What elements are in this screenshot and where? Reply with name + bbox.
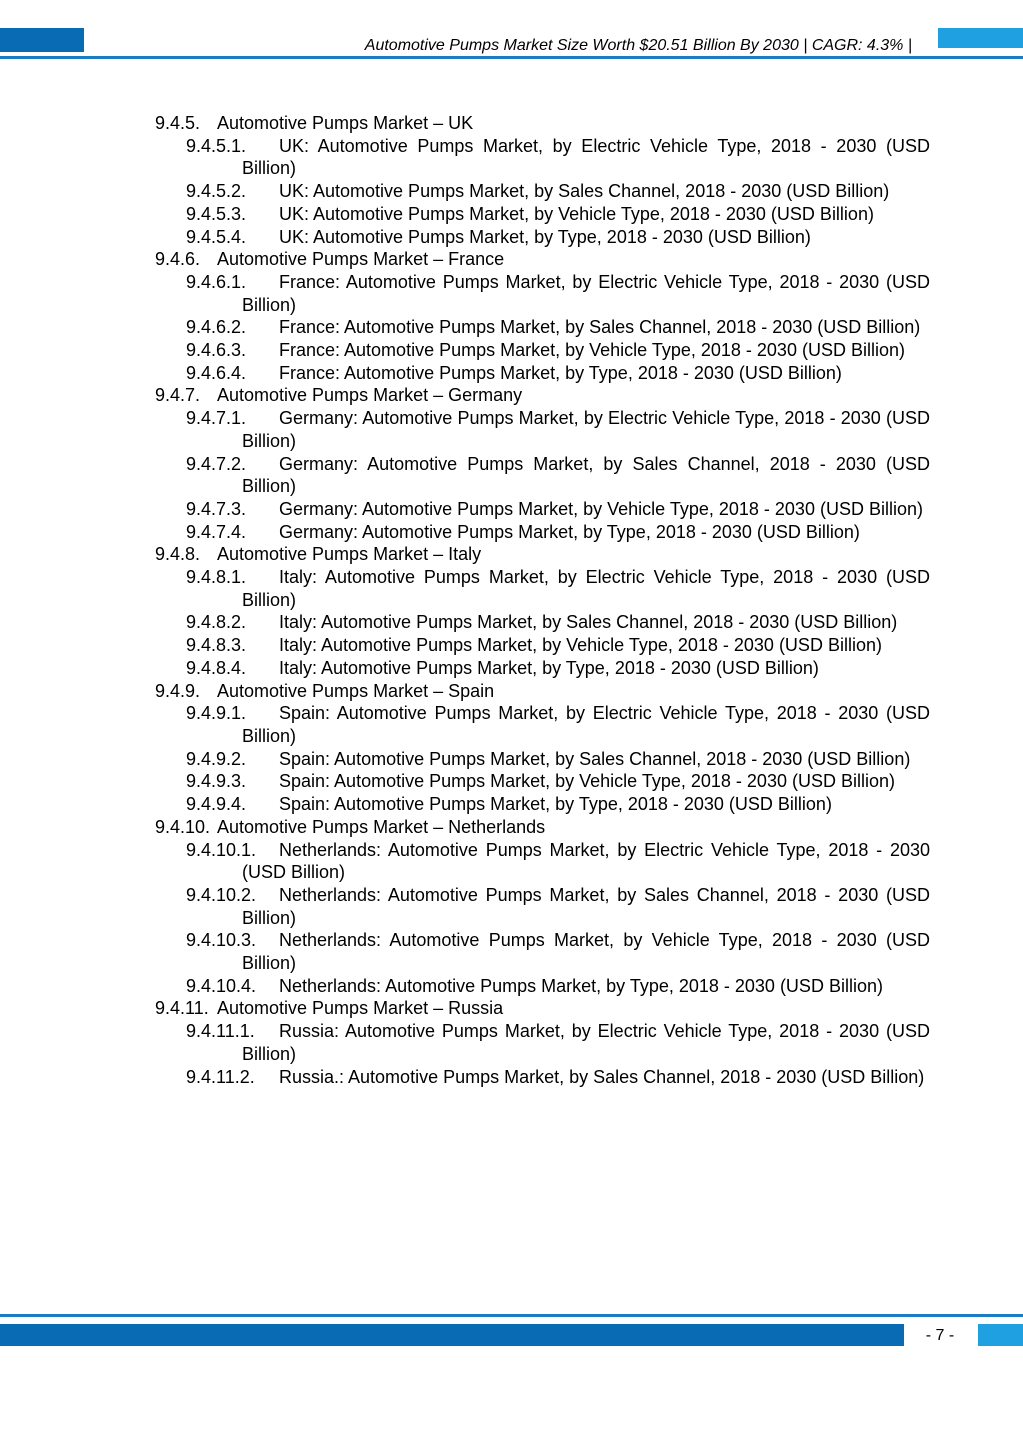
toc-text: UK: Automotive Pumps Market, by Type, 2018 - 2030 (USD Billion) bbox=[279, 226, 811, 247]
toc-number: 9.4.10.4. bbox=[186, 975, 257, 996]
toc-number: 9.4.7.3. bbox=[186, 498, 247, 519]
toc-subsection[interactable] bbox=[186, 339, 930, 362]
toc-text: Spain: Automotive Pumps Market, by Electric Vehicle Type, 2018 - 2030 (USD Billion) bbox=[242, 703, 930, 746]
toc-section[interactable] bbox=[155, 680, 930, 703]
toc-number: 9.4.10.2. bbox=[186, 884, 257, 905]
toc-number: 9.4.10.3. bbox=[186, 930, 257, 951]
toc-number: 9.4.10. bbox=[155, 816, 211, 837]
toc-text: Automotive Pumps Market – Russia bbox=[217, 998, 504, 1019]
toc-text: Automotive Pumps Market – UK bbox=[217, 113, 474, 133]
toc-subsection[interactable] bbox=[186, 634, 930, 657]
toc-subsection[interactable] bbox=[186, 657, 930, 680]
toc-text: Italy: Automotive Pumps Market, by Type, 2018 - 2030 (USD Billion) bbox=[279, 657, 819, 678]
toc-text: Italy: Automotive Pumps Market, by Electric Vehicle Type, 2018 - 2030 (USD Billion) bbox=[242, 567, 930, 610]
footer-accent-right bbox=[978, 1324, 1023, 1346]
toc-subsection[interactable] bbox=[186, 135, 930, 180]
toc-text: Automotive Pumps Market – Germany bbox=[217, 385, 523, 406]
header-accent-right bbox=[938, 28, 1023, 48]
toc-number: 9.4.11. bbox=[155, 998, 209, 1019]
toc-text: Automotive Pumps Market – France bbox=[217, 249, 505, 270]
toc-subsection[interactable] bbox=[186, 748, 930, 771]
toc-subsection[interactable] bbox=[186, 180, 930, 203]
toc-section[interactable] bbox=[155, 248, 930, 271]
toc-section[interactable] bbox=[155, 816, 930, 839]
toc-text: Automotive Pumps Market – Netherlands bbox=[217, 816, 546, 837]
toc-subsection[interactable] bbox=[186, 521, 930, 544]
toc-number: 9.4.5. bbox=[155, 113, 201, 133]
toc-text: UK: Automotive Pumps Market, by Vehicle Type, 2018 - 2030 (USD Billion) bbox=[279, 203, 874, 224]
toc-number: 9.4.5.4. bbox=[186, 226, 247, 247]
toc-number: 9.4.7.4. bbox=[186, 521, 247, 542]
toc-text: UK: Automotive Pumps Market, by Sales Channel, 2018 - 2030 (USD Billion) bbox=[279, 181, 890, 202]
toc-text: Spain: Automotive Pumps Market, by Type, 2018 - 2030 (USD Billion) bbox=[279, 794, 832, 815]
toc-number: 9.4.5.1. bbox=[186, 135, 247, 156]
toc-subsection[interactable] bbox=[186, 362, 930, 385]
toc-text: France: Automotive Pumps Market, by Sales Channel, 2018 - 2030 (USD Billion) bbox=[279, 317, 921, 338]
toc-subsection[interactable] bbox=[186, 929, 930, 974]
table-of-contents bbox=[0, 112, 1023, 1088]
toc-subsection[interactable] bbox=[186, 407, 930, 452]
toc-subsection[interactable] bbox=[186, 975, 930, 998]
toc-number: 9.4.9.2. bbox=[186, 748, 247, 769]
toc-number: 9.4.9.1. bbox=[186, 703, 247, 724]
toc-number: 9.4.6. bbox=[155, 249, 201, 270]
toc-number: 9.4.8.4. bbox=[186, 657, 247, 678]
toc-number: 9.4.9.4. bbox=[186, 794, 247, 815]
toc-number: 9.4.7.1. bbox=[186, 408, 247, 429]
toc-section[interactable] bbox=[155, 997, 930, 1020]
toc-text: Germany: Automotive Pumps Market, by Sales Channel, 2018 - 2030 (USD Billion) bbox=[242, 453, 930, 497]
toc-subsection[interactable] bbox=[186, 498, 930, 521]
toc-number: 9.4.11.1. bbox=[186, 1021, 255, 1042]
toc-subsection[interactable] bbox=[186, 839, 930, 884]
toc-subsection[interactable] bbox=[186, 770, 930, 793]
toc-text: Italy: Automotive Pumps Market, by Vehicle Type, 2018 - 2030 (USD Billion) bbox=[279, 635, 882, 656]
toc-text: Spain: Automotive Pumps Market, by Vehicle Type, 2018 - 2030 (USD Billion) bbox=[279, 771, 895, 792]
toc-number: 9.4.6.4. bbox=[186, 362, 247, 383]
toc-subsection[interactable] bbox=[186, 1020, 930, 1065]
toc-number: 9.4.8.3. bbox=[186, 635, 247, 656]
toc-number: 9.4.9.3. bbox=[186, 771, 247, 792]
header-accent-left bbox=[0, 28, 84, 52]
header-rule bbox=[0, 56, 1023, 59]
toc-subsection[interactable] bbox=[186, 271, 930, 316]
toc-subsection[interactable] bbox=[186, 316, 930, 339]
toc-subsection[interactable] bbox=[186, 453, 930, 498]
toc-number: 9.4.8. bbox=[155, 544, 201, 565]
toc-text: Netherlands: Automotive Pumps Market, by Type, 2018 - 2030 (USD Billion) bbox=[279, 975, 883, 996]
toc-text: Germany: Automotive Pumps Market, by Type, 2018 - 2030 (USD Billion) bbox=[279, 521, 860, 542]
toc-text: Automotive Pumps Market – Italy bbox=[217, 544, 482, 565]
header-title: Automotive Pumps Market Size Worth $20.51 Billion By 2030 | CAGR: 4.3% | bbox=[364, 37, 912, 54]
toc-text: UK: Automotive Pumps Market, by Electric Vehicle Type, 2018 - 2030 (USD Billion) bbox=[242, 135, 930, 179]
toc-number: 9.4.9. bbox=[155, 680, 201, 701]
toc-subsection[interactable] bbox=[186, 793, 930, 816]
toc-section[interactable] bbox=[155, 543, 930, 566]
toc-subsection[interactable] bbox=[186, 566, 930, 611]
toc-text: Germany: Automotive Pumps Market, by Electric Vehicle Type, 2018 - 2030 (USD Billion) bbox=[242, 408, 930, 451]
toc-text: Russia: Automotive Pumps Market, by Electric Vehicle Type, 2018 - 2030 (USD Billion) bbox=[242, 1021, 930, 1064]
toc-text: Netherlands: Automotive Pumps Market, by Sales Channel, 2018 - 2030 (USD Billion) bbox=[242, 884, 930, 928]
toc-text: France: Automotive Pumps Market, by Type, 2018 - 2030 (USD Billion) bbox=[279, 362, 842, 383]
toc-section[interactable] bbox=[155, 384, 930, 407]
toc-number: 9.4.6.1. bbox=[186, 271, 247, 292]
page-number: - 7 - bbox=[925, 1327, 955, 1344]
toc-text: Italy: Automotive Pumps Market, by Sales Channel, 2018 - 2030 (USD Billion) bbox=[279, 612, 898, 633]
footer-bar bbox=[0, 1324, 904, 1346]
toc-number: 9.4.10.1. bbox=[186, 839, 257, 860]
toc-number: 9.4.7. bbox=[155, 385, 201, 406]
toc-text: Automotive Pumps Market – Spain bbox=[217, 680, 495, 701]
toc-number: 9.4.7.2. bbox=[186, 453, 247, 474]
toc-subsection[interactable] bbox=[186, 203, 930, 226]
toc-subsection[interactable] bbox=[186, 1066, 930, 1089]
toc-subsection[interactable] bbox=[186, 611, 930, 634]
toc-text: France: Automotive Pumps Market, by Electric Vehicle Type, 2018 - 2030 (USD Billion) bbox=[242, 271, 930, 315]
toc-number: 9.4.5.3. bbox=[186, 203, 247, 224]
toc-number: 9.4.5.2. bbox=[186, 181, 247, 202]
toc-subsection[interactable] bbox=[186, 884, 930, 929]
toc-subsection[interactable] bbox=[186, 702, 930, 747]
toc-text: Germany: Automotive Pumps Market, by Vehicle Type, 2018 - 2030 (USD Billion) bbox=[279, 498, 923, 519]
toc-number: 9.4.8.2. bbox=[186, 612, 247, 633]
toc-text: Netherlands: Automotive Pumps Market, by Electric Vehicle Type, 2018 - 2030 (USD Billion) bbox=[242, 839, 930, 883]
toc-number: 9.4.11.2. bbox=[186, 1066, 255, 1087]
toc-number: 9.4.6.3. bbox=[186, 340, 247, 361]
footer-rule bbox=[0, 1314, 1023, 1317]
toc-text: Netherlands: Automotive Pumps Market, by Vehicle Type, 2018 - 2030 (USD Billion) bbox=[242, 930, 930, 974]
toc-subsection[interactable] bbox=[186, 226, 930, 249]
toc-text: France: Automotive Pumps Market, by Vehicle Type, 2018 - 2030 (USD Billion) bbox=[279, 340, 905, 361]
toc-number: 9.4.6.2. bbox=[186, 317, 247, 338]
toc-number: 9.4.8.1. bbox=[186, 567, 247, 588]
toc-section[interactable] bbox=[155, 112, 930, 135]
toc-text: Spain: Automotive Pumps Market, by Sales Channel, 2018 - 2030 (USD Billion) bbox=[279, 748, 911, 769]
toc-text: Russia.: Automotive Pumps Market, by Sales Channel, 2018 - 2030 (USD Billion) bbox=[279, 1066, 925, 1087]
